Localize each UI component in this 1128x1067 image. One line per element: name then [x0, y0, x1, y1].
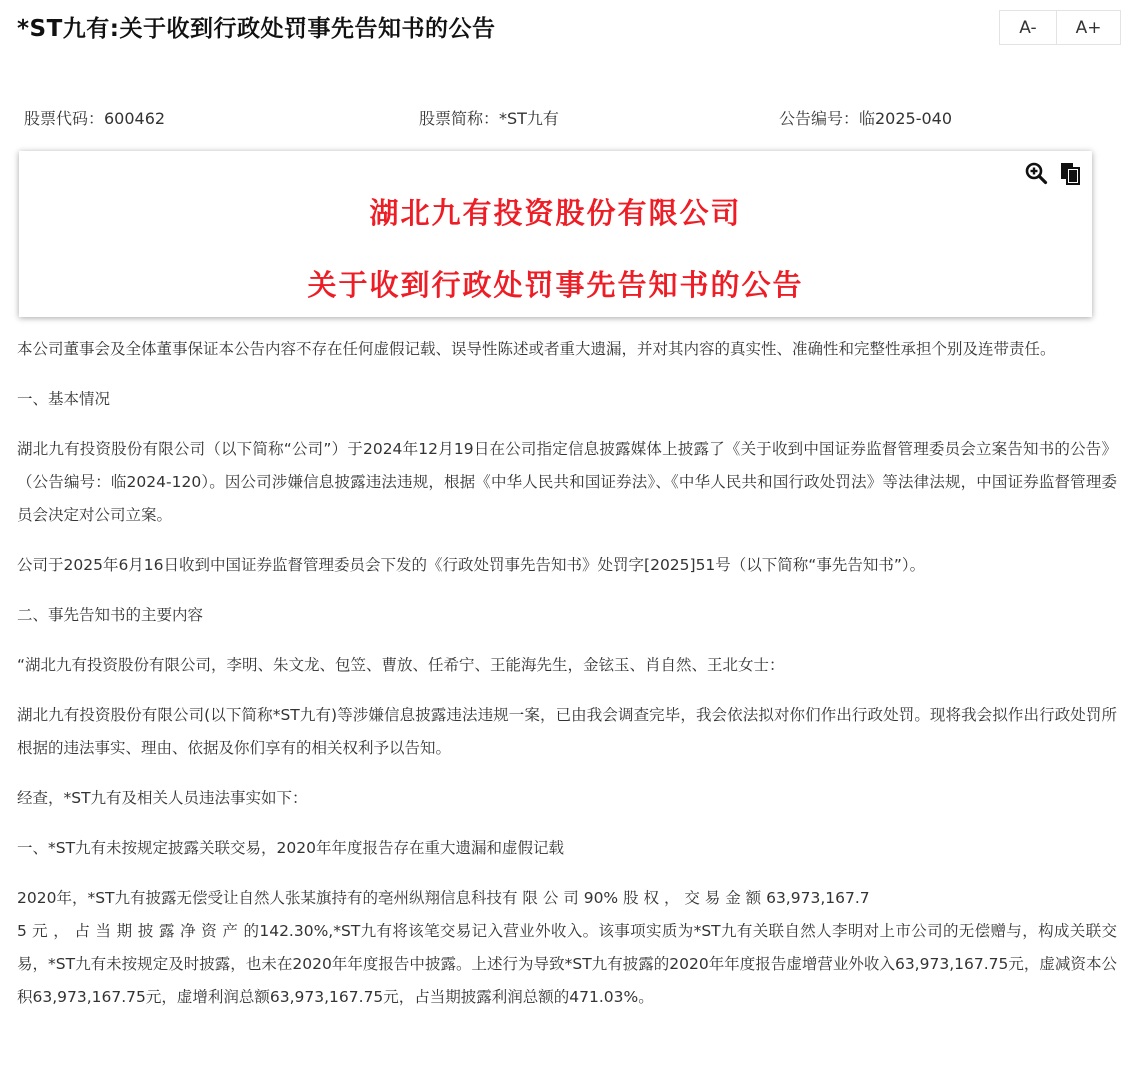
paragraph-findings-intro: 经查，*ST九有及相关人员违法事实如下： — [17, 789, 308, 807]
paragraph-disclaimer: 本公司董事会及全体董事保证本公告内容不存在任何虚假记载、误导性陈述或者重大遗漏，并对其内容的真实性、准确性和完整性承担个别及连带责任。 — [17, 340, 1056, 358]
increase-font-button[interactable]: A+ — [1056, 11, 1120, 44]
section-heading-content: 二、事先告知书的主要内容 — [17, 606, 204, 624]
announcement-body — [17, 333, 1117, 1031]
notice-title: 关于收到行政处罚事先告知书的公告 — [307, 268, 804, 302]
zoom-in-icon[interactable] — [1024, 161, 1048, 185]
company-name: 湖北九有投资股份有限公司 — [369, 196, 742, 230]
copy-icon[interactable] — [1058, 161, 1082, 185]
paragraph-investigation: 湖北九有投资股份有限公司(以下简称*ST九有)等涉嫌信息披露违法违规一案，已由我会调查完毕，我会依法拟对你们作出行政处罚。现将我会拟作出行政处罚所根据的违法事实、理由、依据及你们享有的相关权利予以告知。 — [17, 706, 1118, 757]
document-header-box — [19, 151, 1092, 317]
stock-name: 股票简称：*ST九有 — [419, 109, 559, 128]
paragraph-receipt: 公司于2025年6月16日收到中国证券监督管理委员会下发的《行政处罚事先告知书》处罚字[2025]51号（以下简称“事先告知书”）。 — [17, 556, 926, 574]
decrease-font-button[interactable]: A- — [1000, 11, 1056, 44]
paragraph-finding-1-line1: 2020年，*ST九有披露无偿受让自然人张某旗持有的亳州纵翔信息科技有 限 公 司 90% 股 权 ， 交 易 金 额 63,973,167.7 — [17, 889, 870, 907]
paragraph-finding-1-heading: 一、*ST九有未按规定披露关联交易，2020年年度报告存在重大遗漏和虚假记载 — [17, 839, 565, 857]
page-title: *ST九有:关于收到行政处罚事先告知书的公告 — [17, 16, 496, 42]
paragraph-background: 湖北九有投资股份有限公司（以下简称“公司”）于2024年12月19日在公司指定信息披露媒体上披露了《关于收到中国证券监督管理委员会立案告知书的公告》（公告编号：临2024-120）。因公司涉嫌信息披露违法违规，根据《中华人民共和国证券法》、《中华人民共和国行政处罚法》等法律法规，中国证券监督管理委员会决定对公司立案。 — [17, 440, 1117, 524]
paragraph-addressees: “湖北九有投资股份有限公司，李明、朱文龙、包笠、曹放、任希宁、王能海先生，金铉玉、肖自然、王北女士： — [17, 656, 785, 674]
section-heading-basic: 一、基本情况 — [17, 390, 111, 408]
stock-code: 股票代码：600462 — [24, 109, 166, 128]
notice-number: 公告编号：临2025-040 — [779, 109, 953, 128]
stock-meta-row — [0, 106, 1128, 130]
font-size-controls — [999, 10, 1121, 45]
document-toolbar — [1024, 161, 1082, 185]
paragraph-finding-1-detail: 5 元 ， 占 当 期 披 露 净 资 产 的142.30%,*ST九有将该笔交易记入营业外收入。该事项实质为*ST九有关联自然人李明对上市公司的无偿赠与，构成关联交易，*ST九有未按规定及时披露，也未在2020年年度报告中披露。上述行为导致*ST九有披露的2020年年度报告虚增营业外收入63,973,167.75元，虚减资本公积63,973,167.75元，虚增利润总额63,973,167.75元，占当期披露利润总额的471.03%。 — [17, 922, 1117, 1006]
